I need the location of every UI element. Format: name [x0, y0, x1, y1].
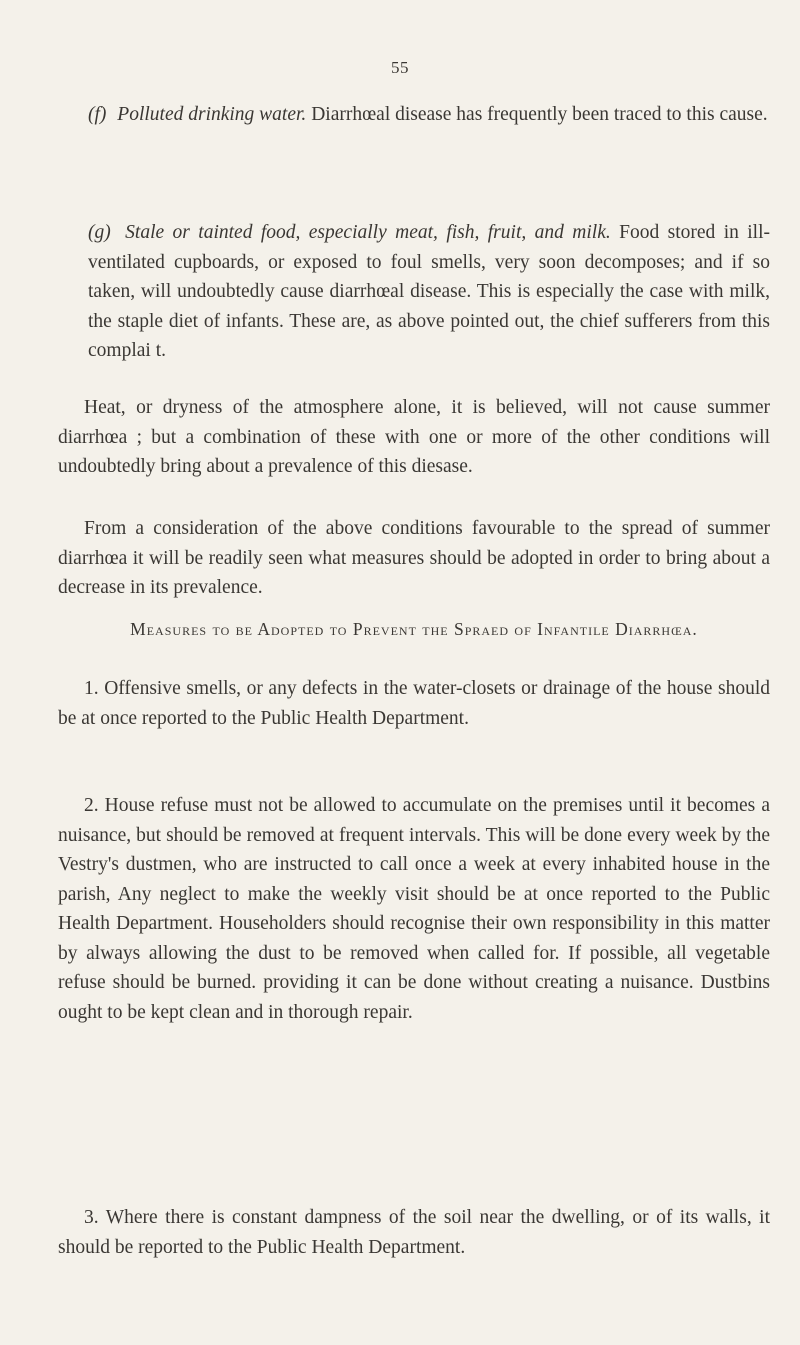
list-marker: (f) [88, 104, 107, 125]
list-item-f [88, 100, 770, 130]
list-item-text: Food stored in ill-ventilated cupboards, or exposed to foul smells, very soon decomposes; and if so taken, will undoubtedly cause diarrhœal disease. This is especially the case with milk, the staple diet of infants. These are, as above pointed out, the chief sufferers from this complai t. [88, 222, 771, 361]
list-item-heading: Stale or tainted food, especially meat, fish, fruit, and milk. [125, 222, 611, 243]
page-number: 55 [391, 58, 409, 77]
section-heading: Measures to be Adopted to Prevent the Spraed of Infantile Diarrhœa. [130, 619, 698, 639]
measure-item: 1. Offensive smells, or any defects in the water-closets or drainage of the house should be at once reported to the Public Health Department. [58, 678, 770, 729]
measure-item: 3. Where there is constant dampness of the soil near the dwelling, or of its walls, it should be reported to the Public Health Department. [58, 1207, 770, 1258]
body-paragraph: From a consideration of the above conditions favourable to the spread of summer diarrhœa it will be readily seen what measures should be adopted in order to bring about a decrease in its prevalence. [58, 518, 770, 598]
list-item-g [88, 218, 770, 366]
body-paragraph: Heat, or dryness of the atmosphere alone, it is believed, will not cause summer diarrhœa ; but a combination of these with one or more of the other conditions will undoubtedly bring about a prevalence of this diesase. [58, 397, 770, 477]
list-marker: (g) [88, 222, 111, 243]
list-item-heading: Polluted drinking water. [117, 104, 307, 125]
list-item-text: Diarrhœal disease has frequently been traced to this cause. [311, 104, 768, 125]
measure-item: 2. House refuse must not be allowed to accumulate on the premises until it becomes a nuisance, but should be removed at frequent intervals. This will be done every week by the Vestry's dustmen, who are instructed to call once a week at every inhabited house in the parish, Any neglect to make the weekly visit should be at once reported to the Public Health Department. Householders should recognise their own responsibility in this matter by always allowing the dust to be removed when called for. If possible, all vegetable refuse should be burned. providing it can be done without creating a nuisance. Dustbins ought to be kept clean and in thorough repair. [58, 795, 770, 1023]
